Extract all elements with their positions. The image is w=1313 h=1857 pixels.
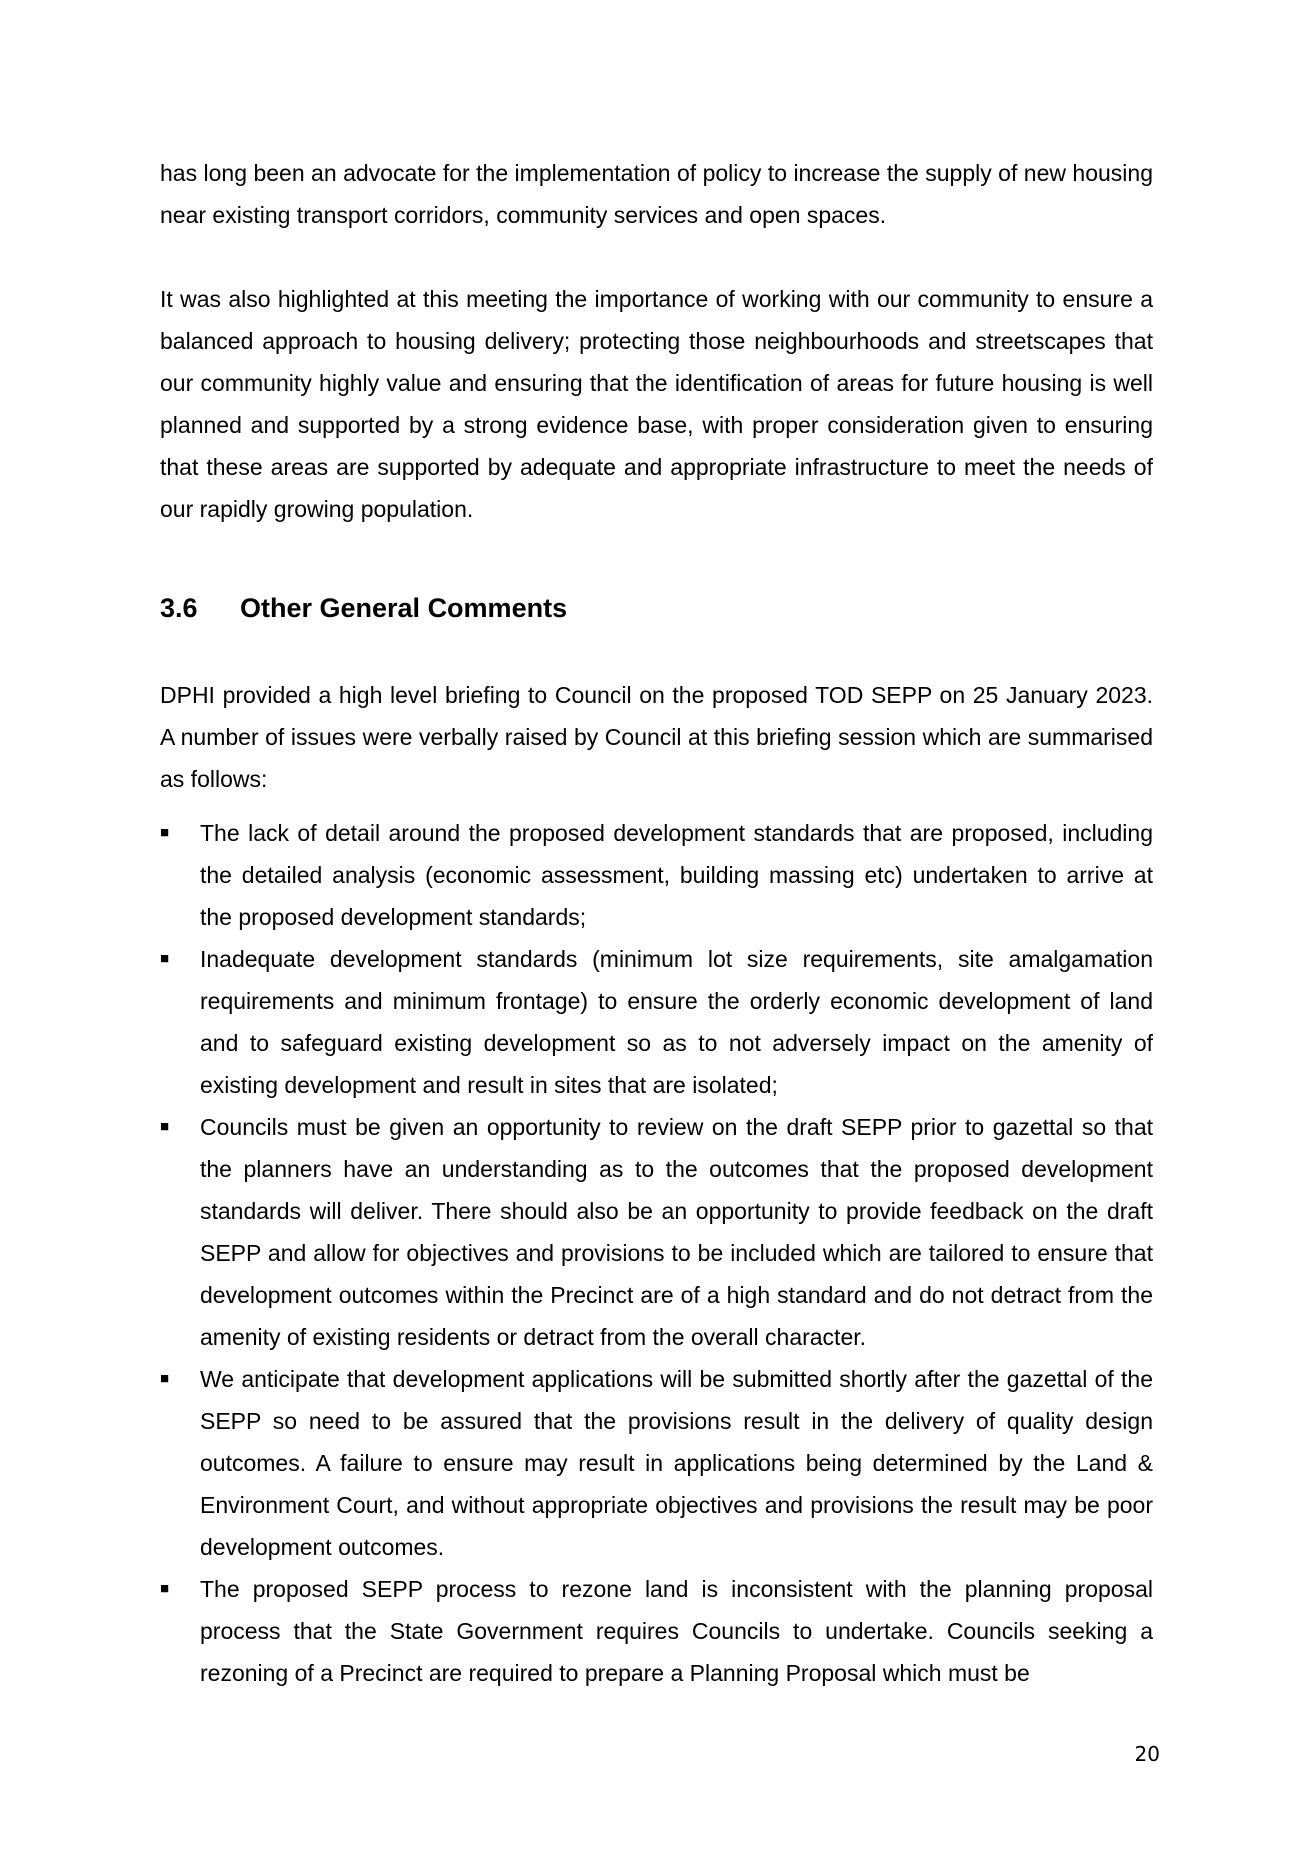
square-bullet-icon: ■ (160, 1118, 170, 1135)
list-item (160, 812, 1153, 938)
list-item (160, 1568, 1153, 1694)
body-paragraph-1: has long been an advocate for the implementation of policy to increase the supply of new housing near existing transport corridors, community services and open spaces. (160, 160, 1153, 228)
section-number: 3.6 (160, 593, 198, 623)
square-bullet-icon: ■ (160, 1580, 170, 1597)
page-number: 20 (1134, 1742, 1160, 1766)
document-page (160, 152, 1153, 1694)
section-intro-paragraph: DPHI provided a high level briefing to Council on the proposed TOD SEPP on 25 January 2023. A number of issues were verbally raised by Council at this briefing session which are summarised as follows: (160, 682, 1153, 792)
square-bullet-icon: ■ (160, 950, 170, 967)
section-title: Other General Comments (240, 593, 568, 623)
list-item-text: The lack of detail around the proposed development standards that are proposed, including the detailed analysis (economic assessment, building massing etc) undertaken to arrive at the proposed development standards; (200, 820, 1153, 930)
list-item-text: Inadequate development standards (minimum lot size requirements, site amalgamation requirements and minimum frontage) to ensure the orderly economic development of land and to safeguard existing development so as to not adversely impact on the amenity of existing development and result in sites that are isolated; (200, 946, 1153, 1098)
square-bullet-icon: ■ (160, 824, 170, 841)
list-item (160, 1358, 1153, 1568)
square-bullet-icon: ■ (160, 1370, 170, 1387)
list-item (160, 1106, 1153, 1358)
body-paragraph-2: It was also highlighted at this meeting the importance of working with our community to ensure a balanced approach to housing delivery; protecting those neighbourhoods and streetscapes that our community highly value and ensuring that the identification of areas for future housing is well planned and supported by a strong evidence base, with proper consideration given to ensuring that these areas are supported by adequate and appropriate infrastructure to meet the needs of our rapidly growing population. (160, 286, 1153, 522)
list-item (160, 938, 1153, 1106)
section-heading (160, 588, 1153, 628)
list-item-text: Councils must be given an opportunity to review on the draft SEPP prior to gazettal so that the planners have an understanding as to the outcomes that the proposed development standards will deliver. There should also be an opportunity to provide feedback on the draft SEPP and allow for objectives and provisions to be included which are tailored to ensure that development outcomes within the Precinct are of a high standard and do not detract from the amenity of existing residents or detract from the overall character. (200, 1114, 1153, 1350)
bullet-list (160, 812, 1153, 1694)
list-item-text: The proposed SEPP process to rezone land is inconsistent with the planning proposal process that the State Government requires Councils to undertake. Councils seeking a rezoning of a Precinct are required to prepare a Planning Proposal which must be (200, 1576, 1153, 1686)
list-item-text: We anticipate that development applications will be submitted shortly after the gazettal of the SEPP so need to be assured that the provisions result in the delivery of quality design outcomes. A failure to ensure may result in applications being determined by the Land & Environment Court, and without appropriate objectives and provisions the result may be poor development outcomes. (200, 1366, 1153, 1560)
